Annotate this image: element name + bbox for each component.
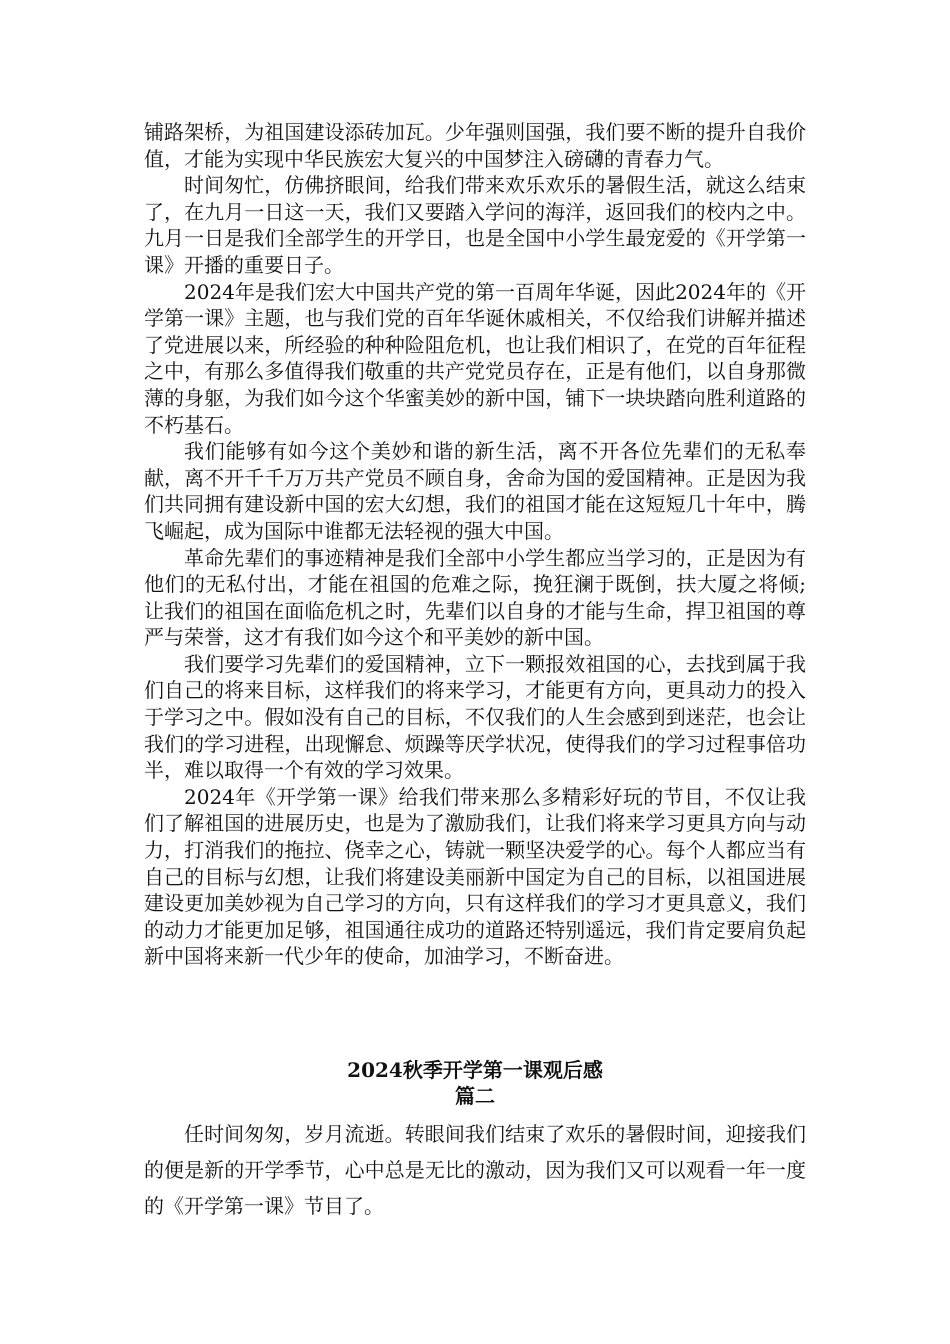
paragraph: 革命先辈们的事迹精神是我们全部中小学生都应当学习的，正是因为有他们的无私付出，才能在祖国的危难之际，挽狂澜于既倒，扶大厦之将倾;让我们的祖国在面临危机之时，先辈们以自身的才能与生命，捍卫祖国的尊严与荣誉，这才有我们如今这个和平美妙的新中国。 xyxy=(144,545,806,650)
paragraph: 2024年《开学第一课》给我们带来那么多精彩好玩的节目，不仅让我们了解祖国的进展历史，也是为了激励我们，让我们将来学习更具方向与动力，打消我们的拖拉、侥幸之心，铸就一颗坚决爱学的心。每个人都应当有自己的目标与幻想，让我们将建设美丽新中国定为自己的目标，以祖国进展建设更加美妙视为自己学习的方向，只有这样我们的学习才更具意义，我们的动力才能更加足够，祖国通往成功的道路还特别遥远，我们肯定要肩负起新中国将来新一代少年的使命，加油学习，不断奋进。 xyxy=(144,784,806,969)
document-body xyxy=(144,119,806,970)
paragraph: 我们能够有如今这个美妙和谐的新生活，离不开各位先辈们的无私奉献，离不开千千万万共产党员不顾自身，舍命为国的爱国精神。正是因为我们共同拥有建设新中国的宏大幻想，我们的祖国才能在这短短几十年中，腾飞崛起，成为国际中谁都无法轻视的强大中国。 xyxy=(144,439,806,543)
section-title: 2024秋季开学第一课观后感 xyxy=(347,1058,603,1082)
paragraph: 2024年是我们宏大中国共产党的第一百周年华诞，因此2024年的《开学第一课》主题，也与我们党的百年华诞休戚相关，不仅给我们讲解并描述了党进展以来，所经验的种种险阻危机，也让我们相识了，在党的百年征程之中，有那么多值得我们敬重的共产党党员存在，正是有他们，以自身那微薄的身躯，为我们如今这个华蜜美妙的新中国，铺下一块块踏向胜利道路的不朽基石。 xyxy=(144,279,806,437)
section-subtitle: 篇二 xyxy=(455,1084,495,1108)
paragraph: 时间匆忙，仿佛挤眼间，给我们带来欢乐欢乐的暑假生活，就这么结束了，在九月一日这一天，我们又要踏入学问的海洋，返回我们的校内之中。九月一日是我们全部学生的开学日，也是全国中小学生最宠爱的《开学第一课》开播的重要日子。 xyxy=(144,173,806,277)
paragraph: 任时间匆匆，岁月流逝。转眼间我们结束了欢乐的暑假时间，迎接我们的便是新的开学季节，心中总是无比的激动，因为我们又可以观看一年一度的《开学第一课》节目了。 xyxy=(144,1122,806,1218)
paragraph: 铺路架桥，为祖国建设添砖加瓦。少年强则国强，我们要不断的提升自我价值，才能为实现中华民族宏大复兴的中国梦注入磅礴的青春力气。 xyxy=(144,120,806,171)
paragraph: 我们要学习先辈们的爱国精神，立下一颗报效祖国的心，去找到属于我们自己的将来目标，这样我们的将来学习，才能更有方向，更具动力的投入于学习之中。假如没有自己的目标，不仅我们的人生会感到到迷茫，也会让我们的学习进程，出现懈怠、烦躁等厌学状况，使得我们的学习过程事倍功半，难以取得一个有效的学习效果。 xyxy=(144,651,806,783)
section-two-body xyxy=(144,1116,806,1224)
